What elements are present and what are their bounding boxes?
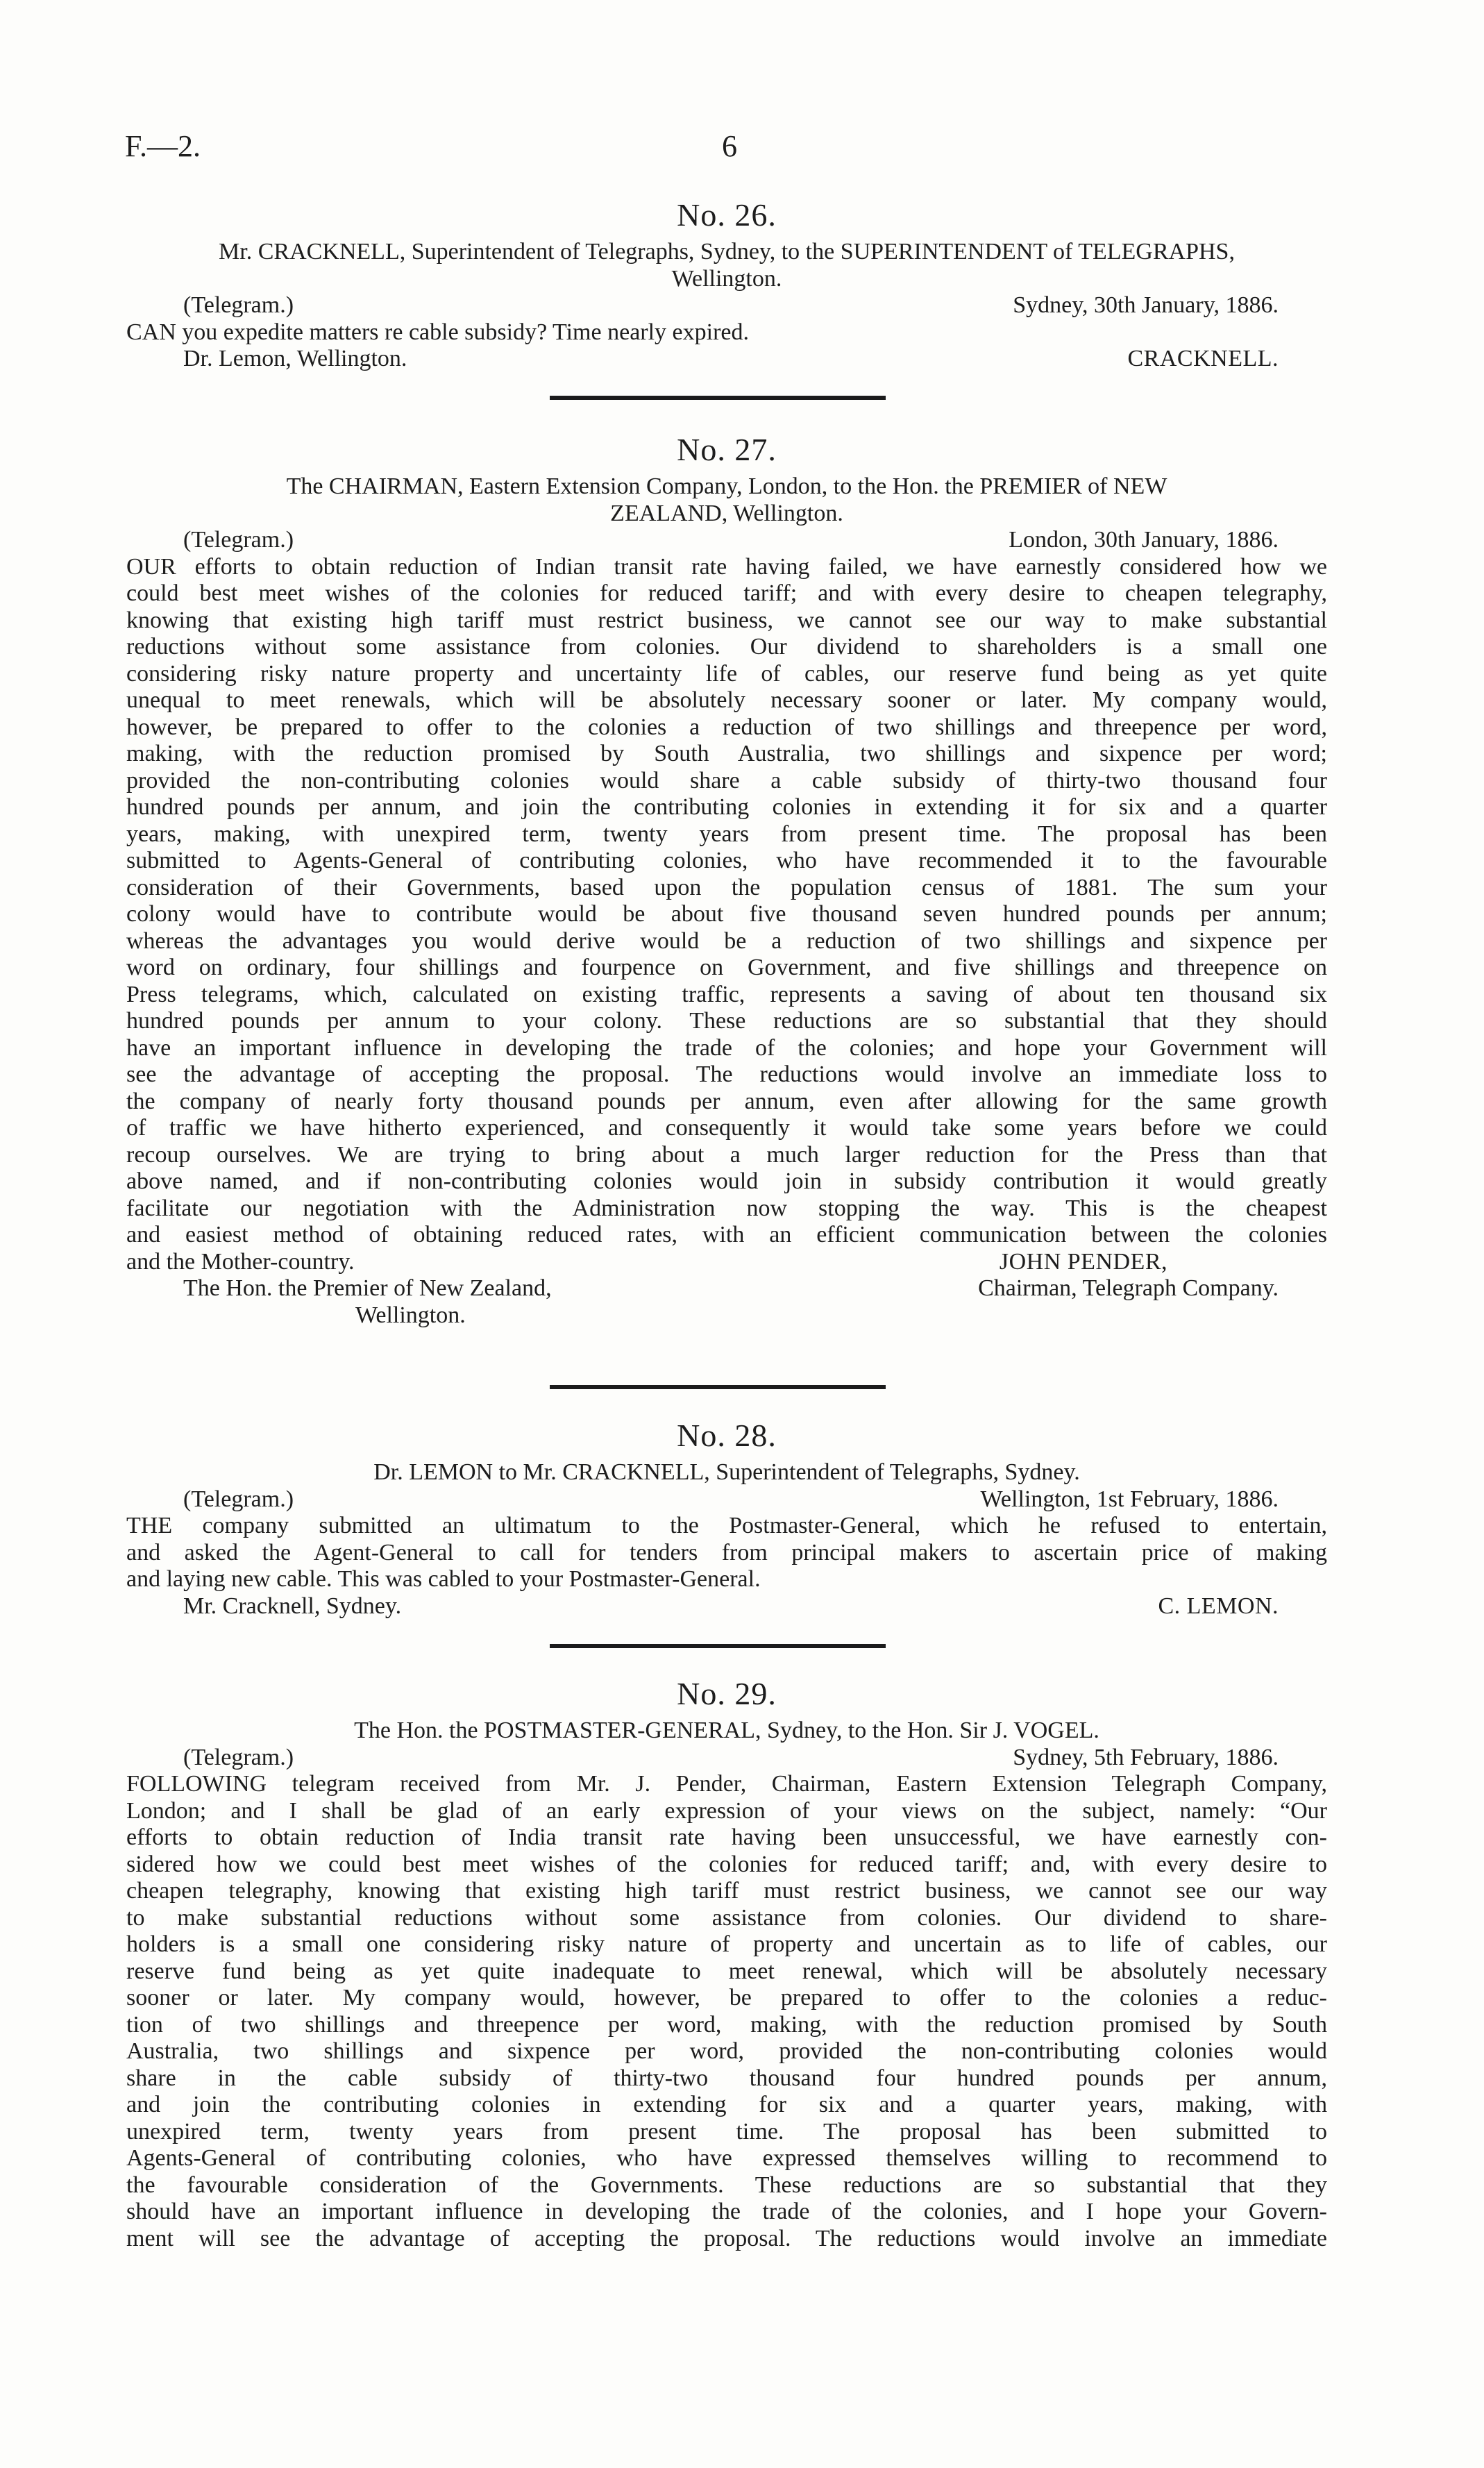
telegram-label: (Telegram.) [183,1486,294,1512]
document-body [126,554,1327,1249]
page-header-reference: F.—2. [125,129,201,163]
body-line: Australia, two shillings and sixpence per word, provided the non-contributing colonies would [126,2038,1327,2064]
heading-line: Mr. CRACKNELL, Superintendent of Telegraphs, Sydney, to the SUPERINTENDENT of TELEGRAPHS, [219,239,1235,265]
body-line-last: and the Mother-country. [126,1248,355,1275]
document-body [126,1771,1327,2252]
signature: JOHN PENDER, [999,1248,1167,1275]
body-line: and easiest method of obtaining reduced rates, with an efficient communication between the colonies [126,1222,1327,1248]
dateline-row [126,1745,1327,1772]
body-line: reserve fund being as yet quite inadequate to meet renewal, which will be absolutely necessary [126,1958,1327,1984]
signature-row [126,1275,1327,1302]
body-line: FOLLOWING telegram received from Mr. J. Pender, Chairman, Eastern Extension Telegraph Company, [126,1771,1327,1797]
body-line: to make substantial reductions without some assistance from colonies. Our dividend to share- [126,1904,1327,1931]
signature: CRACKNELL. [1127,346,1279,371]
document-heading [126,239,1327,292]
body-line: consideration of their Governments, based upon the population census of 1881. The sum your [126,874,1327,900]
body-line: however, be prepared to offer to the colonies a reduction of two shillings and threepence per word, [126,714,1327,740]
body-line: unexpired term, twenty years from present time. The proposal has been submitted to [126,2118,1327,2144]
body-line: hundred pounds per annum to your colony. These reductions are so substantial that they should [126,1008,1327,1034]
addressee-line-2: Wellington. [355,1302,466,1328]
addressee: Mr. Cracknell, Sydney. [183,1593,402,1619]
heading-line: Wellington. [671,265,782,292]
body-line: the company of nearly forty thousand pounds per annum, even after allowing for the same growth [126,1088,1327,1114]
body-line: knowing that existing high tariff must restrict business, we cannot see our way to make substantial [126,607,1327,633]
body-line: reductions without some assistance from colonies. Our dividend to shareholders is a small one [126,634,1327,660]
telegram-label: (Telegram.) [183,292,294,318]
body-line: the favourable consideration of the Governments. These reductions are so substantial that they [126,2172,1327,2198]
body-line: provided the non-contributing colonies would share a cable subsidy of thirty-two thousand four [126,767,1327,794]
body-line: OUR efforts to obtain reduction of Indian transit rate having failed, we have earnestly considered how we [126,553,1327,580]
dateline: Sydney, 5th February, 1886. [1013,1744,1279,1770]
body-line: Press telegrams, which, calculated on existing traffic, represents a saving of about ten thousand six [126,981,1327,1007]
dateline: Wellington, 1st February, 1886. [980,1486,1279,1512]
body-line: considering risky nature property and uncertainty life of cables, our reserve fund being as yet quite [126,660,1327,687]
document-number: No. 28. [677,1418,777,1453]
body-line: facilitate our negotiation with the Administration now stopping the way. This is the cheapest [126,1195,1327,1221]
document-body [126,319,1327,346]
body-line: sooner or later. My company would, however, be prepared to offer to the colonies a reduc- [126,1985,1327,2011]
body-line: cheapen telegraphy, knowing that existing high tariff must restrict business, we cannot see our way [126,1878,1327,1904]
document-27 [126,430,1327,1329]
body-line: holders is a small one considering risky nature of property and uncertain as to life of cables, our [126,1931,1327,1957]
addressee: Dr. Lemon, Wellington. [183,346,407,371]
signature-row [126,1593,1327,1620]
body-line: THE company submitted an ultimatum to the Postmaster-General, which he refused to entertain, [126,1513,1327,1538]
heading-line: The CHAIRMAN, Eastern Extension Company, London, to the Hon. the PREMIER of NEW [286,473,1167,499]
telegram-label: (Telegram.) [183,1744,294,1770]
body-line: submitted to Agents-General of contributing colonies, who have recommended it to the favourable [126,848,1327,873]
document-number: No. 29. [677,1676,777,1711]
body-line: sidered how we could best meet wishes of the colonies for reduced tariff; and, with every desire to [126,1851,1327,1877]
closing-row [126,1249,1327,1276]
document-29 [126,1674,1327,2252]
page-number: 6 [722,129,737,163]
document-heading [126,1718,1327,1745]
dateline-row [126,527,1327,554]
dateline: London, 30th January, 1886. [1009,527,1279,553]
section-divider [550,1644,886,1648]
document-heading [126,473,1327,527]
body-line: London; and I shall be glad of an early expression of your views on the subject, namely: “Our [126,1797,1327,1824]
body-line: efforts to obtain reduction of India transit rate having been unsuccessful, we have earnestly con- [126,1824,1327,1850]
heading-line: The Hon. the POSTMASTER-GENERAL, Sydney, to the Hon. Sir J. VOGEL. [354,1718,1099,1743]
body-line: making, with the reduction promised by South Australia, two shillings and sixpence per word; [126,741,1327,766]
body-line: of traffic we have hitherto experienced, and consequently it would take some years before we could [126,1115,1327,1141]
body-line: could best meet wishes of the colonies for reduced tariff; and with every desire to cheapen telegraphy, [126,580,1327,606]
body-line: and join the contributing colonies in extending for six and a quarter years, making, with [126,2092,1327,2117]
document-number: No. 26. [677,197,777,233]
body-line: ment will see the advantage of accepting the proposal. The reductions would involve an immediate [126,2225,1327,2251]
body-line: have an important influence in developing the trade of the colonies; and hope your Government will [126,1034,1327,1061]
section-divider [550,396,886,400]
document-26 [126,196,1327,373]
dateline-row [126,292,1327,319]
body-line: tion of two shillings and threepence per word, making, with the reduction promised by South [126,2011,1327,2038]
body-line: years, making, with unexpired term, twenty years from present time. The proposal has been [126,821,1327,847]
body-line: above named, and if non-contributing colonies would join in subsidy contribution it would greatly [126,1168,1327,1194]
dateline-row [126,1486,1327,1513]
section-divider [550,1385,886,1389]
body-line: see the advantage of accepting the proposal. The reductions would involve an immediate loss to [126,1061,1327,1087]
signature: C. LEMON. [1158,1593,1279,1619]
body-line: unequal to meet renewals, which will be absolutely necessary sooner or later. My company would, [126,687,1327,713]
signature-row [126,346,1327,373]
dateline: Sydney, 30th January, 1886. [1013,292,1279,318]
body-line: word on ordinary, four shillings and fourpence on Government, and five shillings and threepence on [126,955,1327,980]
body-line: should have an important influence in developing the trade of the colonies, and I hope your Govern- [126,2199,1327,2224]
heading-line: Dr. LEMON to Mr. CRACKNELL, Superintendent of Telegraphs, Sydney. [373,1459,1080,1485]
body-line: whereas the advantages you would derive would be a reduction of two shillings and sixpence per [126,927,1327,954]
body-line: and laying new cable. This was cabled to your Postmaster-General. [126,1566,761,1592]
body-line: CAN you expedite matters re cable subsidy? Time nearly expired. [126,319,749,345]
heading-line: ZEALAND, Wellington. [610,500,843,526]
document-28 [126,1416,1327,1620]
body-line: Agents-General of contributing colonies, who have expressed themselves willing to recommend to [126,2145,1327,2171]
document-body [126,1513,1327,1593]
body-line: recoup ourselves. We are trying to bring about a much larger reduction for the Press than that [126,1141,1327,1168]
signature-title: Chairman, Telegraph Company. [978,1275,1279,1301]
body-line: and asked the Agent-General to call for tenders from principal makers to ascertain price of making [126,1539,1327,1565]
document-heading [126,1459,1327,1486]
addressee: The Hon. the Premier of New Zealand, [183,1275,552,1301]
body-line: colony would have to contribute would be about five thousand seven hundred pounds per annum; [126,901,1327,927]
body-line: hundred pounds per annum, and join the contributing colonies in extending it for six and a quarter [126,794,1327,820]
document-number: No. 27. [677,432,777,467]
telegram-label: (Telegram.) [183,527,294,553]
body-line: share in the cable subsidy of thirty-two thousand four hundred pounds per annum, [126,2065,1327,2091]
